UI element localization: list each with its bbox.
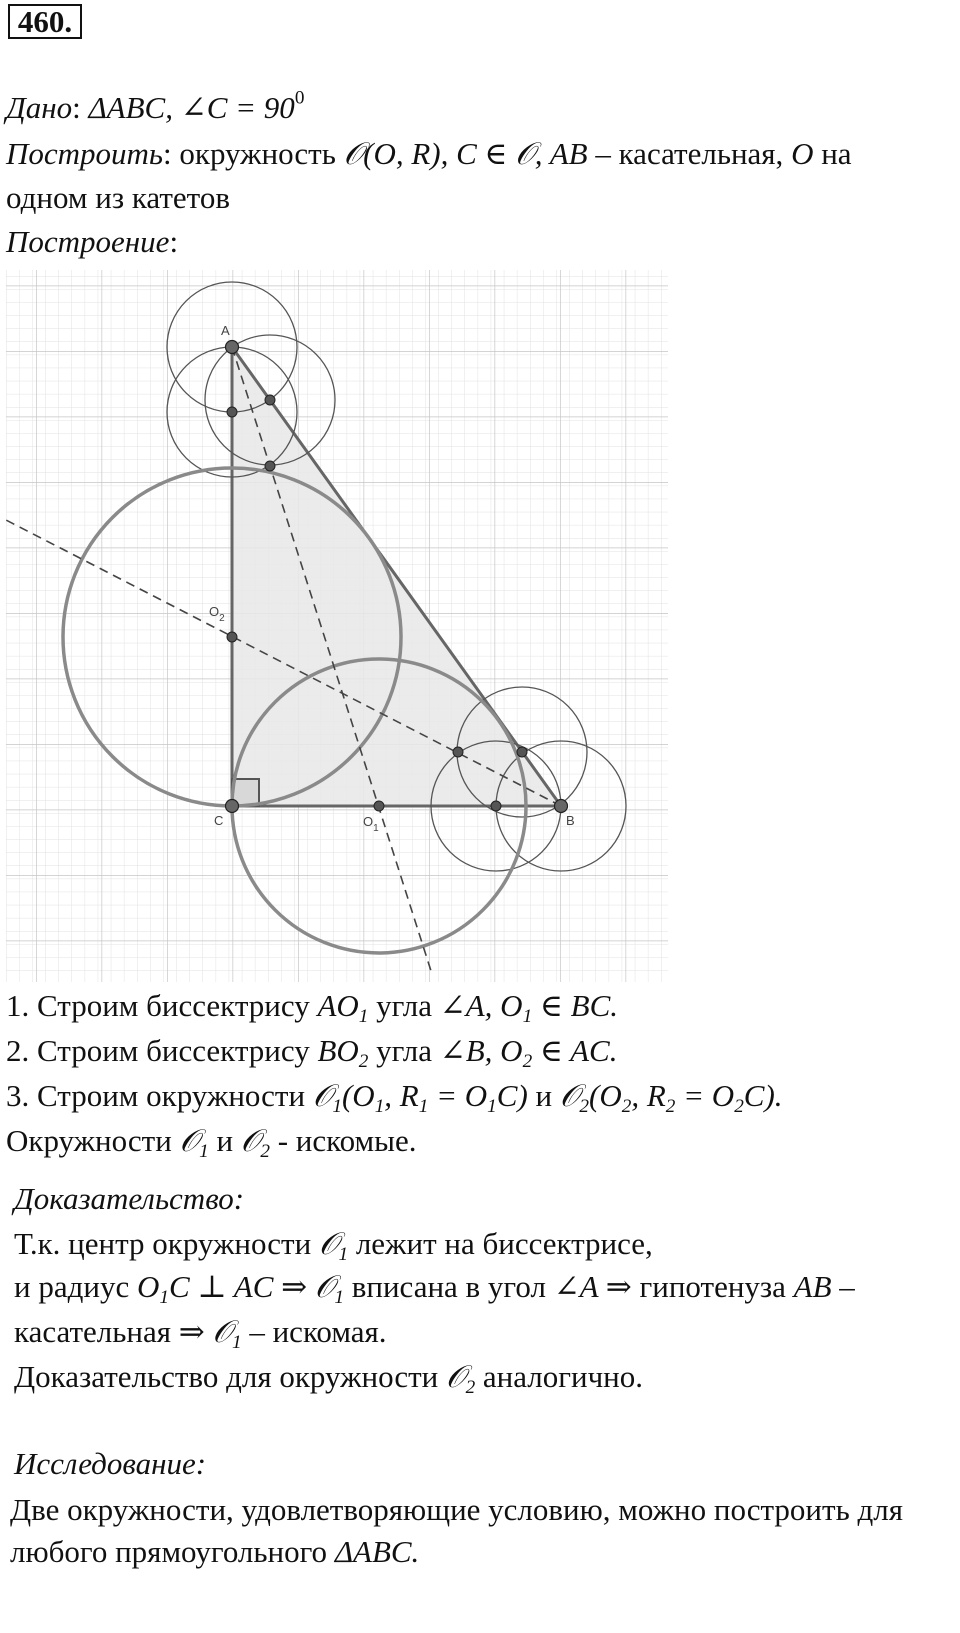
label-a: A bbox=[221, 323, 230, 338]
investigation-title: Исследование: bbox=[14, 1446, 207, 1481]
construct-label: Построить bbox=[6, 136, 164, 171]
investigation-line-1: Две окружности, удовлетворяющие условию, можно построить для bbox=[10, 1492, 903, 1527]
label-b: B bbox=[566, 813, 575, 828]
construction-figure bbox=[6, 270, 668, 982]
investigation-line-2: любого прямоугольного ΔABC. bbox=[10, 1534, 420, 1569]
result-line: Окружности 𝒪$_1$ и 𝒪$_2$ - искомые. bbox=[6, 1123, 417, 1162]
construct-line-2: одном из катетов bbox=[6, 180, 230, 215]
point-o2 bbox=[227, 632, 237, 642]
vertex-c bbox=[226, 800, 239, 813]
point-o1 bbox=[374, 801, 384, 811]
given-label: Дано bbox=[6, 90, 73, 125]
label-o2: $O_2$ bbox=[209, 604, 225, 624]
step-2: 2. Строим биссектрису $BO_2$ угла ∠B, $O_2$ ∈ AC. bbox=[6, 1033, 618, 1072]
given-math: ΔABC, ∠C = 90 bbox=[88, 90, 295, 125]
construct-line: Построить: окружность 𝒪(O, R), C ∈ 𝒪, AB – касательная, O на bbox=[6, 136, 852, 171]
proof-line-3: касательная ⇒ 𝒪$_1$ – искомая. bbox=[14, 1314, 387, 1353]
proof-line-2: и радиус $O_1C$ ⊥ AC ⇒ 𝒪$_1$ вписана в угол ∠A ⇒ гипотенуза AB – bbox=[14, 1269, 855, 1308]
given-line: Дано: ΔABC, ∠C = $90^0$ bbox=[6, 87, 305, 125]
step-1: 1. Строим биссектрису $AO_1$ угла ∠A, $O_1$ ∈ BC. bbox=[6, 988, 618, 1027]
problem-number: 460. bbox=[8, 4, 82, 39]
label-c: C bbox=[214, 813, 224, 828]
proof-line-4: Доказательство для окружности 𝒪$_2$ аналогично. bbox=[14, 1359, 644, 1398]
proof-line-1: Т.к. центр окружности 𝒪$_1$ лежит на биссектрисе, bbox=[14, 1226, 653, 1265]
vertex-a bbox=[226, 341, 239, 354]
step-3: 3. Строим окружности $𝒪_1(O_1$, $R_1 = O_1C$) и $𝒪_2(O_2$, $R_2 = O_2C$). bbox=[6, 1078, 783, 1117]
label-o1: $O_1$ bbox=[363, 814, 379, 834]
vertex-b bbox=[555, 800, 568, 813]
construction-title: Построение: bbox=[6, 224, 179, 259]
proof-title: Доказательство: bbox=[14, 1181, 245, 1216]
